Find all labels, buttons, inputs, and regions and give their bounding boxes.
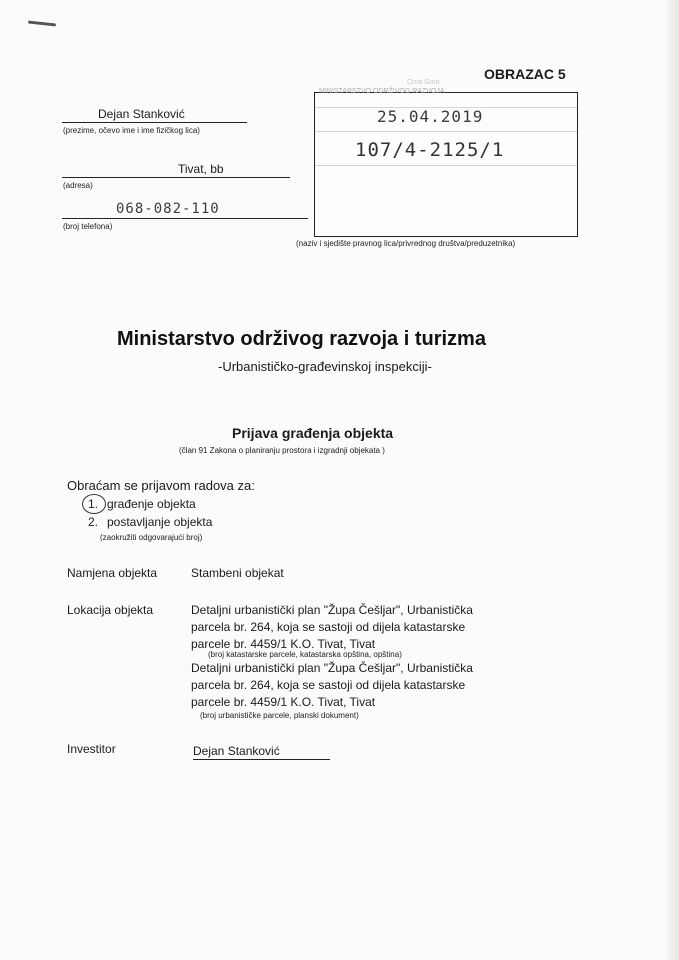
stamp-number: 107/4-2125/1 [355, 139, 505, 161]
investor-value: Dejan Stanković [193, 744, 280, 758]
location-caption-1: (broj katastarske parcele, katastarska opština, opština) [208, 650, 402, 659]
option-2-number: 2. [88, 515, 99, 529]
option-2-label: postavljanje objekta [107, 515, 213, 529]
applicant-address-caption: (adresa) [63, 181, 93, 190]
location-line-1: Detaljni urbanistički plan "Župa Češljar", Urbanistička [191, 603, 473, 617]
purpose-value: Stambeni objekat [191, 566, 284, 580]
location-label: Lokacija objekta [67, 603, 154, 617]
location-line-6: parcele br. 4459/1 K.O. Tivat, Tivat [191, 695, 376, 709]
option-1-number: 1. [88, 497, 99, 511]
applicant-address-line [62, 177, 290, 178]
ministry-title: Ministarstvo održivog razvoja i turizma [117, 328, 486, 350]
intro-text: Obraćam se prijavom radova za: [67, 478, 255, 493]
location-line-4: Detaljni urbanistički plan "Župa Češljar", Urbanistička [191, 661, 473, 675]
applicant-phone: 068-082-110 [116, 201, 220, 217]
applicant-phone-caption: (broj telefona) [63, 222, 113, 231]
location-line-2: parcela br. 264, koja se sastoji od dijela katastarske [191, 620, 466, 634]
applicant-name-caption: (prezime, očevo ime i ime fizičkog lica) [63, 126, 200, 135]
stamp-caption: (naziv i sjedište pravnog lica/privrednog društva/preduzetnika) [296, 239, 516, 248]
registration-stamp-box [314, 79, 578, 237]
form-title: Prijava građenja objekta [232, 425, 394, 441]
applicant-name: Dejan Stanković [98, 107, 185, 121]
scan-mark [28, 21, 56, 27]
location-line-3: parcele br. 4459/1 K.O. Tivat, Tivat [191, 637, 376, 651]
location-caption-2: (broj urbanističke parcele, planski dokument) [200, 711, 359, 720]
applicant-name-line [62, 122, 247, 123]
legal-basis: (član 91 Zakona o planiranju prostora i izgradnji objekata ) [179, 446, 385, 455]
investor-line [193, 759, 330, 760]
applicant-address: Tivat, bb [178, 162, 224, 176]
stamp-divider-3 [315, 165, 577, 166]
options-note: (zaokružiti odgovarajući broj) [100, 533, 203, 542]
location-line-5: parcela br. 264, koja se sastoji od dijela katastarske [191, 678, 466, 692]
investor-label: Investitor [67, 742, 116, 756]
purpose-label: Namjena objekta [67, 566, 158, 580]
stamp-header: Crna Gora [407, 79, 440, 86]
stamp-ministry: MINISTARSTVO ODRŽIVOG RAZVOJA [319, 88, 445, 95]
scan-edge [667, 0, 679, 960]
department-title: -Urbanističko-građevinskoj inspekciji- [218, 359, 432, 374]
stamp-divider-2 [315, 131, 577, 132]
applicant-phone-line [62, 218, 308, 219]
option-1-label: građenje objekta [107, 497, 196, 511]
form-code: OBRAZAC 5 [484, 66, 566, 82]
stamp-date: 25.04.2019 [377, 107, 484, 126]
